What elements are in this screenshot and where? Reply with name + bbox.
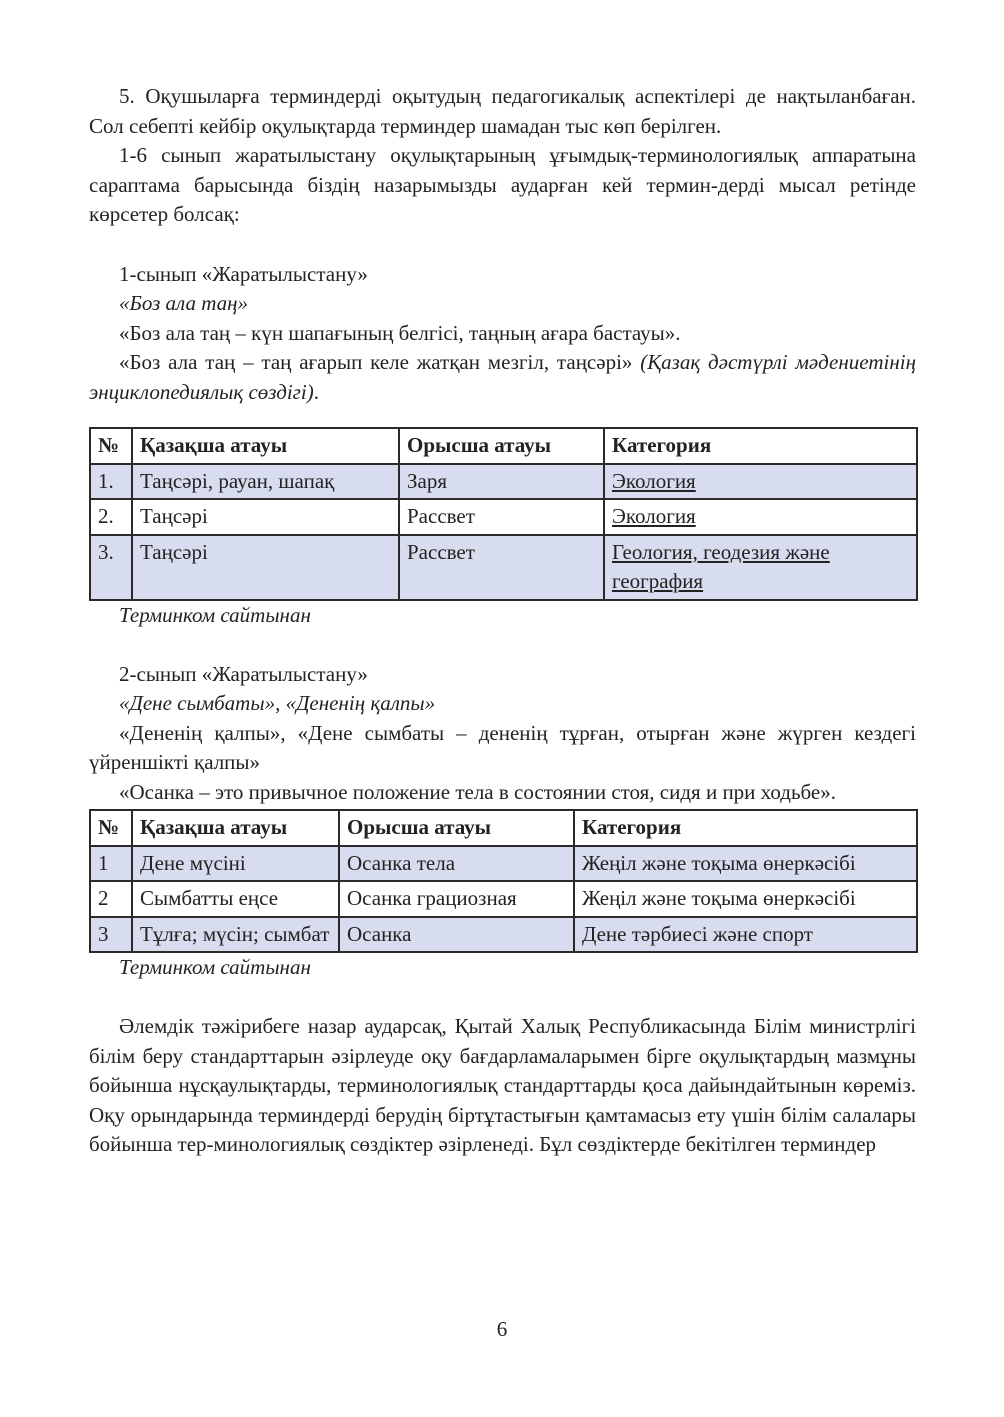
cell-kazakh: Таңсәрі	[132, 535, 399, 600]
header-category: Категория	[574, 810, 917, 846]
cell-category	[604, 499, 917, 535]
cell-category	[604, 535, 917, 600]
category-link[interactable]: Экология	[612, 468, 696, 493]
paragraph-2: 1-6 сынып жаратылыстану оқулықтарының ұғымдық-терминологиялық аппаратына сараптама барысында біздің назарымызды аударған кей термин-дерді мысал ретінде көрсетер болсақ:	[89, 143, 916, 226]
table-header-row	[90, 810, 917, 846]
cell-kazakh: Тұлға; мүсін; сымбат	[132, 917, 339, 953]
section2-definition-1: «Дененің қалпы», «Дене сымбаты – дененің тұрған, отырған және жүрген кездегі үйреншікті қалпы»	[89, 720, 916, 774]
table-row	[90, 846, 917, 882]
header-number: №	[90, 810, 132, 846]
cell-number: 1.	[90, 464, 132, 500]
header-russian: Орысша атауы	[399, 428, 604, 464]
cell-number: 2	[90, 881, 132, 917]
cell-russian: Рассвет	[399, 499, 604, 535]
cell-russian: Заря	[399, 464, 604, 500]
cell-category: Жеңіл және тоқыма өнеркәсібі	[574, 846, 917, 882]
terms-table-2	[89, 809, 918, 953]
definition-text: «Боз ала таң – таң ағарып келе жатқан мезгіл, таңсәрі»	[119, 350, 641, 374]
cell-russian: Рассвет	[399, 535, 604, 600]
cell-russian: Осанка	[339, 917, 574, 953]
section2-term: «Дене сымбаты», «Дененің қалпы»	[119, 691, 436, 715]
cell-category	[604, 464, 917, 500]
cell-number: 2.	[90, 499, 132, 535]
page-number: 6	[496, 1317, 508, 1341]
cell-kazakh: Таңсәрі, рауан, шапақ	[132, 464, 399, 500]
table-row	[90, 535, 917, 600]
section2-heading: 2-сынып «Жаратылыстану»	[119, 661, 368, 686]
terms-table-1	[89, 427, 918, 601]
cell-kazakh: Таңсәрі	[132, 499, 399, 535]
header-kazakh: Қазақша атауы	[132, 428, 399, 464]
section1-definition-1: «Боз ала таң – күн шапағының белгісі, таңның ағара бастауы».	[119, 320, 681, 345]
header-category: Категория	[604, 428, 917, 464]
category-link[interactable]: Геология, геодезия және география	[612, 539, 830, 593]
category-link[interactable]: Экология	[612, 504, 696, 528]
cell-number: 1	[90, 846, 132, 882]
section1-heading: 1-сынып «Жаратылыстану»	[119, 261, 368, 286]
section1-definition-2: «Боз ала таң – таң ағарып келе жатқан мезгіл, таңсәрі» (Қазақ дәстүрлі мәдениетінің энциклопедиялық сөздігі).	[89, 350, 916, 404]
cell-category: Жеңіл және тоқыма өнеркәсібі	[574, 881, 917, 917]
paragraph-final: Әлемдік тәжірибеге назар аударсақ, Қытай Халық Республикасында Білім министрлігі білім беру стандарттарын әзірлеуде оқу бағдарламаларымен бірге оқулықтардың мазмұны бойынша нұсқаулықтарды, терминологиялық стандарттарды қоса дайындайтынын көреміз. Оқу орындарында терминдерді берудің біртұтастығын қамтамасыз ету үшін білім салалары бойынша тер-минологиялық сөздіктер әзірленеді. Бұл сөздіктерде бекітілген терминдер	[89, 1014, 916, 1156]
definition-source: (Қазақ дәстүрлі мәдениетінің энциклопедиялық сөздігі)	[89, 350, 916, 404]
table-2-source: Терминком сайтынан	[119, 955, 311, 979]
cell-category: Дене тәрбиесі және спорт	[574, 917, 917, 953]
table-row	[90, 499, 917, 535]
section1-term: «Боз ала таң»	[119, 291, 249, 315]
cell-russian: Осанка тела	[339, 846, 574, 882]
page-content	[89, 82, 916, 1160]
table-header-row	[90, 428, 917, 464]
cell-number: 3	[90, 917, 132, 953]
cell-russian: Осанка грациозная	[339, 881, 574, 917]
table-row	[90, 464, 917, 500]
table-row	[90, 881, 917, 917]
paragraph-1: 5. Оқушыларға терминдерді оқытудың педагогикалық аспектілері де нақтыланбаған. Сол себепті кейбір оқулықтарда терминдер шамадан тыс көп берілген.	[89, 84, 916, 138]
cell-kazakh: Сымбатты еңсе	[132, 881, 339, 917]
cell-number: 3.	[90, 535, 132, 600]
section2-definition-2: «Осанка – это привычное положение тела в состоянии стоя, сидя и при ходьбе».	[119, 779, 837, 804]
header-russian: Орысша атауы	[339, 810, 574, 846]
table-1-source: Терминком сайтынан	[119, 602, 311, 627]
header-number: №	[90, 428, 132, 464]
cell-kazakh: Дене мүсіні	[132, 846, 339, 882]
table-row	[90, 917, 917, 953]
header-kazakh: Қазақша атауы	[132, 810, 339, 846]
